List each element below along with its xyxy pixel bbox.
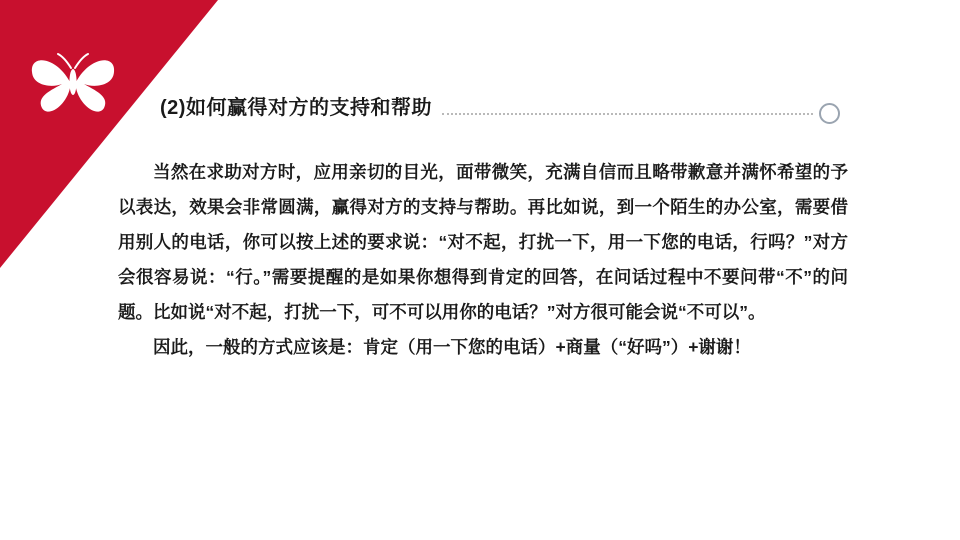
- paragraph-1: 当然在求助对方时，应用亲切的目光，面带微笑，充满自信而且略带歉意并满怀希望的予以表达，效果会非常圆满，赢得对方的支持与帮助。再比如说，到一个陌生的办公室，需要借用别人的电话，你可以按上述的要求说：“对不起，打扰一下，用一下您的电话，行吗？”对方会很容易说：“行。”需要提醒的是如果你想得到肯定的回答，在问话过程中不要问带“不”的问题。比如说“对不起，打扰一下，可不可以用你的电话？”对方很可能会说“不可以”。: [118, 162, 848, 322]
- page-title: (2)如何赢得对方的支持和帮助: [160, 96, 432, 119]
- title-row: [160, 88, 840, 122]
- body-text: [118, 155, 848, 365]
- title-divider: [442, 112, 813, 115]
- paragraph-2: 因此，一般的方式应该是：肯定（用一下您的电话）+商量（“好吗”）+谢谢！: [153, 337, 751, 357]
- butterfly-icon: [26, 48, 122, 118]
- circle-outline-icon: [819, 103, 840, 124]
